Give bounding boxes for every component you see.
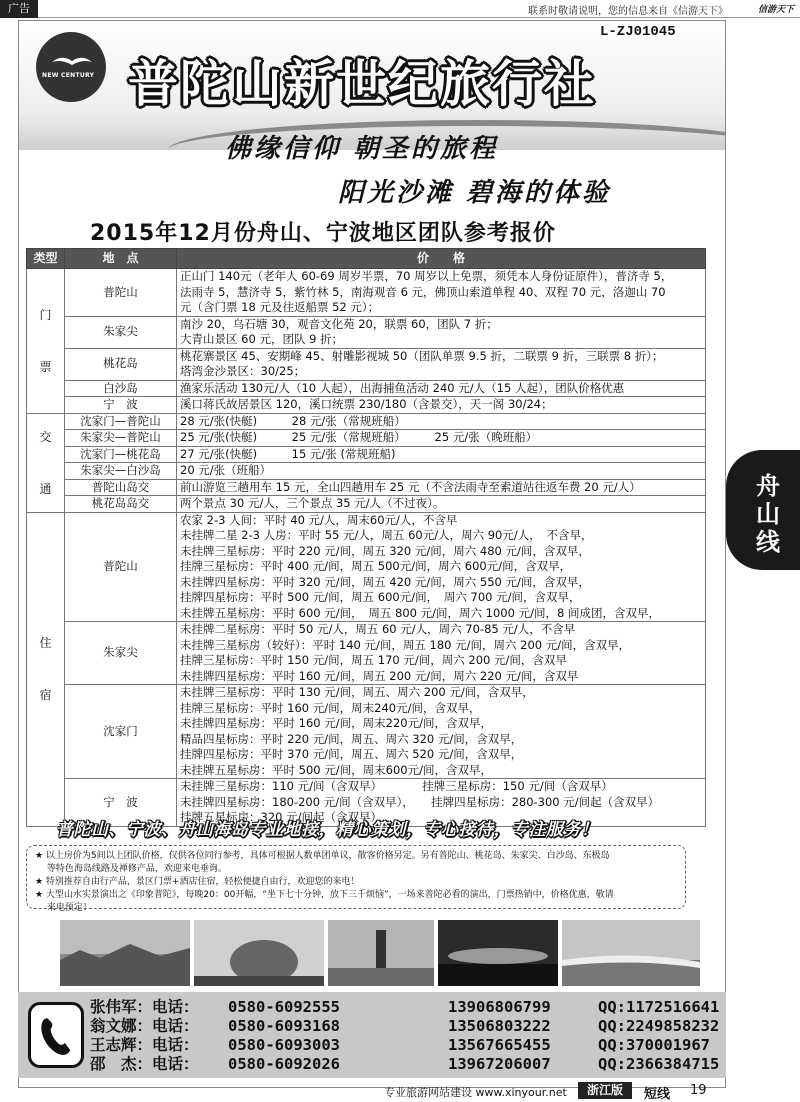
place-cell: 朱家尖—普陀山 xyxy=(65,430,177,447)
place-cell: 普陀山 xyxy=(65,512,177,622)
sunset-sea-photo xyxy=(438,920,558,986)
price-line: 桃花寨景区 45、安期峰 45、射雕影视城 50（团队单票 9.5 折，二联票 9 折，三联票 8 折）； xyxy=(180,348,664,363)
table-row xyxy=(27,463,706,480)
place-cell: 桃花岛岛交 xyxy=(65,496,177,513)
place-cell: 沈家门 xyxy=(65,685,177,779)
price-line: 未挂牌四星标房：平时 160 元/间，周末220元/间，含双早， xyxy=(180,716,492,730)
price-cell xyxy=(177,622,706,685)
table-row xyxy=(27,269,706,317)
price-line: 精品四星标房：平时 220 元/间，周五、周六 320 元/间，含双早， xyxy=(180,731,523,746)
price-cell xyxy=(177,446,706,463)
page-number: 19 xyxy=(690,1083,707,1098)
top-bar xyxy=(0,0,800,18)
place-cell: 普陀山 xyxy=(65,269,177,317)
price-line: 未挂牌四星标房：180-200 元/间（含双早）， 挂牌四星标房：280-300 元/间起（含双早） xyxy=(180,794,660,809)
note-line: ★ 大型山水实景演出之《印象普陀》，每晚20：00开幅，“坐下七十分钟，放下三千烦恼”，一场来普陀必看的演出，门票热销中，价格优惠，敬请 xyxy=(35,890,614,900)
price-line: 挂牌三星标房：平时 160 元/间，周末240元/间，含双早， xyxy=(180,700,481,715)
price-cell xyxy=(177,496,706,513)
price-cell xyxy=(177,348,706,380)
section-label: 短线 xyxy=(644,1087,671,1102)
note-line: 来电预定！ xyxy=(35,903,92,913)
place-cell: 宁 波 xyxy=(65,397,177,414)
price-line: 27 元/张(快艇) 15 元/张 (常规班船) xyxy=(180,446,396,461)
route-side-tab xyxy=(726,450,800,570)
price-line: 未挂牌三星标房：平时 130 元/间，周五、周六 200 元/间，含双早， xyxy=(180,685,534,699)
contact-name: 邵 杰：电话： xyxy=(90,1055,199,1073)
table-row xyxy=(27,380,706,397)
price-cell xyxy=(177,479,706,496)
logo-text: NEW CENTURY xyxy=(42,72,95,79)
top-notice: 联系时敬请说明，您的信息来自《信游天下》 xyxy=(528,6,728,17)
contact-row xyxy=(90,998,719,1017)
price-line: 未挂牌五星标房：平时 600 元/间， 周五 800 元/间，周六 1000 元/间，8 间成团，含双早， xyxy=(180,605,660,620)
price-cell xyxy=(177,413,706,430)
photo-strip xyxy=(60,920,700,986)
price-line: 25 元/张(快艇) 25 元/张（常规班船） 25 元/张（晚班船） xyxy=(180,430,538,444)
header-price: 价 格 xyxy=(177,249,706,269)
price-line: 农家 2-3 人间：平时 40 元/人，周末60元/人，不含早 xyxy=(180,512,458,527)
contact-name: 翁文娜：电话： xyxy=(90,1017,199,1035)
category-cell: 交 通 xyxy=(27,413,65,512)
beach-photo xyxy=(562,920,700,986)
contact-tel: 0580-6092026 xyxy=(228,1055,340,1073)
header-place: 地 点 xyxy=(65,249,177,269)
contact-qq: QQ:370001967 xyxy=(598,1036,710,1054)
category-cell: 住 宿 xyxy=(27,512,65,826)
table-row xyxy=(27,685,706,779)
contact-list xyxy=(90,998,719,1074)
table-row xyxy=(27,512,706,622)
price-cell xyxy=(177,512,706,622)
place-cell: 宁 波 xyxy=(65,779,177,827)
contact-mobile: 13506803222 xyxy=(448,1017,551,1035)
place-cell: 桃花岛 xyxy=(65,348,177,380)
price-line: 未挂牌三星标房：平时 220 元/间，周五 320 元/间，周六 480 元/间，含双早， xyxy=(180,543,590,558)
guanyin-statue-photo xyxy=(328,920,434,986)
price-cell xyxy=(177,316,706,348)
table-row xyxy=(27,479,706,496)
price-cell xyxy=(177,380,706,397)
price-line: 未挂牌二星标房：平时 50 元/人，周五 60 元/人，周六 70-85 元/人，不含早 xyxy=(180,622,576,636)
price-cell xyxy=(177,397,706,414)
ad-tag: 广告 xyxy=(0,0,38,18)
side-tab-label: 舟山线 xyxy=(756,472,780,556)
table-row xyxy=(27,622,706,685)
place-cell: 沈家门—普陀山 xyxy=(65,413,177,430)
contact-qq: QQ:2366384715 xyxy=(598,1055,720,1073)
table-row xyxy=(27,496,706,513)
contact-qq: QQ:1172516641 xyxy=(598,998,720,1016)
price-cell xyxy=(177,269,706,317)
table-row xyxy=(27,413,706,430)
rock-temple-photo xyxy=(194,920,324,986)
price-line: 未挂牌三星标房（较好）：平时 140 元/间，周五 180 元/间，周六 200 元/间，含双早， xyxy=(180,637,631,652)
bird-icon xyxy=(50,52,94,70)
price-line: 挂牌五星标房：320 元/间起（含双早）， xyxy=(180,810,388,824)
contact-qq: QQ:2249858232 xyxy=(598,1017,720,1035)
note-line: ★ 以上房价为5间以上团队价格，仅供各位同行参考，具体可根据人数单团单议，散客价格另定。另有普陀山、桃花岛、朱家尖、白沙岛、东极岛 xyxy=(35,851,610,861)
price-line: 塔湾金沙景区：30/25； xyxy=(180,364,306,378)
price-line: 法雨寺 5，慧济寺 5，紫竹林 5，南海观音 6 元，佛顶山索道单程 40、双程 70 元，洛迦山 70 xyxy=(180,284,666,299)
table-row xyxy=(27,316,706,348)
table-body xyxy=(27,269,706,827)
place-cell: 普陀山岛交 xyxy=(65,479,177,496)
notes-box xyxy=(26,845,686,913)
table-row xyxy=(27,446,706,463)
contact-row xyxy=(90,1017,719,1036)
slogan-2: 阳光沙滩 碧海的体验 xyxy=(338,178,612,208)
price-line: 20 元/张（班船） xyxy=(180,463,272,477)
price-line: 28 元/张(快艇) 28 元/张（常规班船） xyxy=(180,413,406,428)
price-line: 未挂牌二星 2-3 人房：平时 55 元/人，周五 60元/人，周六 90元/人， 不含早， xyxy=(180,528,593,542)
price-cell xyxy=(177,463,706,480)
page-footer xyxy=(0,1082,800,1100)
slogan-1: 佛缘信仰 朝圣的旅程 xyxy=(225,134,499,164)
price-line: 两个景点 30 元/人，三个景点 35 元/人（不过夜）。 xyxy=(180,496,445,510)
contact-row xyxy=(90,1036,719,1055)
price-cell xyxy=(177,430,706,447)
price-line: 挂牌四星标房：平时 500 元/间，周五 600元/间， 周六 700 元/间，含双早， xyxy=(180,590,581,604)
price-line: 未挂牌四星标房：平时 320 元/间，周五 420 元/间，周六 550 元/间，含双早， xyxy=(180,574,590,589)
service-banner: 普陀山、宁波、舟山海岛专业地接，精心策划，专心接待，专注服务！ xyxy=(56,820,599,840)
contact-mobile: 13906806799 xyxy=(448,998,551,1016)
table-row xyxy=(27,348,706,380)
phone-icon xyxy=(28,1002,84,1068)
contact-tel: 0580-6092555 xyxy=(228,998,340,1016)
place-cell: 朱家尖—白沙岛 xyxy=(65,463,177,480)
category-cell: 门 票 xyxy=(27,269,65,414)
page-title: 2015年12月份舟山、宁波地区团队参考报价 xyxy=(90,221,556,246)
price-line: 元（含门票 18 元及往返船票 52 元）； xyxy=(180,300,380,314)
price-cell xyxy=(177,685,706,779)
footer-site: 专业旅游网站建设 www.xinyour.net xyxy=(384,1086,567,1099)
price-line: 未挂牌三星标房：110 元/间（含双早） 挂牌三星标房：150 元/间（含双早） xyxy=(180,779,613,793)
price-line: 正山门 140元（老年人 60-69 周岁半票，70 周岁以上免票，须凭本人身份证原件），普济寺 5， xyxy=(180,269,673,283)
license-number: L-ZJ01045 xyxy=(600,24,676,40)
price-line: 挂牌四星标房：平时 370 元/间，周五、周六 520 元/间，含双早， xyxy=(180,747,523,761)
price-line: 溪口蒋氏故居景区 120，溪口统票 230/180（含景交），天一阁 30/24； xyxy=(180,397,553,411)
table-header-row xyxy=(27,249,706,269)
price-line: 南沙 20，乌石塘 30，观音文化苑 20，联票 60，团队 7 折； xyxy=(180,316,498,331)
place-cell: 沈家门—桃花岛 xyxy=(65,446,177,463)
contact-name: 王志辉：电话： xyxy=(90,1036,199,1054)
note-line: ★ 特别推荐自由行产品，景区门票+酒店住宿，轻松便捷自由行，欢迎您的来电！ xyxy=(35,877,360,887)
place-cell: 朱家尖 xyxy=(65,316,177,348)
agency-name: 普陀山新世纪旅行社 xyxy=(128,55,596,113)
header-type: 类型 xyxy=(27,249,65,269)
price-line: 渔家乐活动 130元/人（10 人起），出海捕鱼活动 240 元/人（15 人起），团队价格优惠 xyxy=(180,380,625,395)
place-cell: 白沙岛 xyxy=(65,380,177,397)
coastal-town-photo xyxy=(60,920,190,986)
edition-badge: 浙江版 xyxy=(578,1082,632,1099)
contact-name: 张伟军：电话： xyxy=(90,998,199,1016)
price-line: 前山游览三趟用车 15 元，全山四趟用车 25 元（不含法雨寺至索道站往返车费 20 元/人） xyxy=(180,479,641,494)
contact-tel: 0580-6093168 xyxy=(228,1017,340,1035)
table-row xyxy=(27,430,706,447)
place-cell: 朱家尖 xyxy=(65,622,177,685)
price-table xyxy=(26,248,706,827)
price-line: 大青山景区 60 元，团队 9 折； xyxy=(180,332,344,346)
price-line: 未挂牌五星标房：平时 500 元/间，周末600元/间，含双早， xyxy=(180,762,492,777)
contact-mobile: 13567665455 xyxy=(448,1036,551,1054)
price-line: 未挂牌四星标房：平时 160 元/间，周五 200 元/间，周六 220 元/间，含双早 xyxy=(180,668,579,683)
table-row xyxy=(27,397,706,414)
publication-logo: 信游天下 xyxy=(757,5,794,15)
contact-tel: 0580-6093003 xyxy=(228,1036,340,1054)
contact-mobile: 13967206007 xyxy=(448,1055,551,1073)
note-line: 等特色海岛线路及禅修产品，欢迎来电垂询。 xyxy=(35,864,227,874)
price-line: 挂牌三星标房：平时 150 元/间，周五 170 元/间，周六 200 元/间，含双早 xyxy=(180,653,567,667)
price-line: 挂牌三星标房：平时 400 元/间，周五 500元/间，周六 600元/间，含双早， xyxy=(180,559,572,573)
contact-row xyxy=(90,1055,719,1074)
